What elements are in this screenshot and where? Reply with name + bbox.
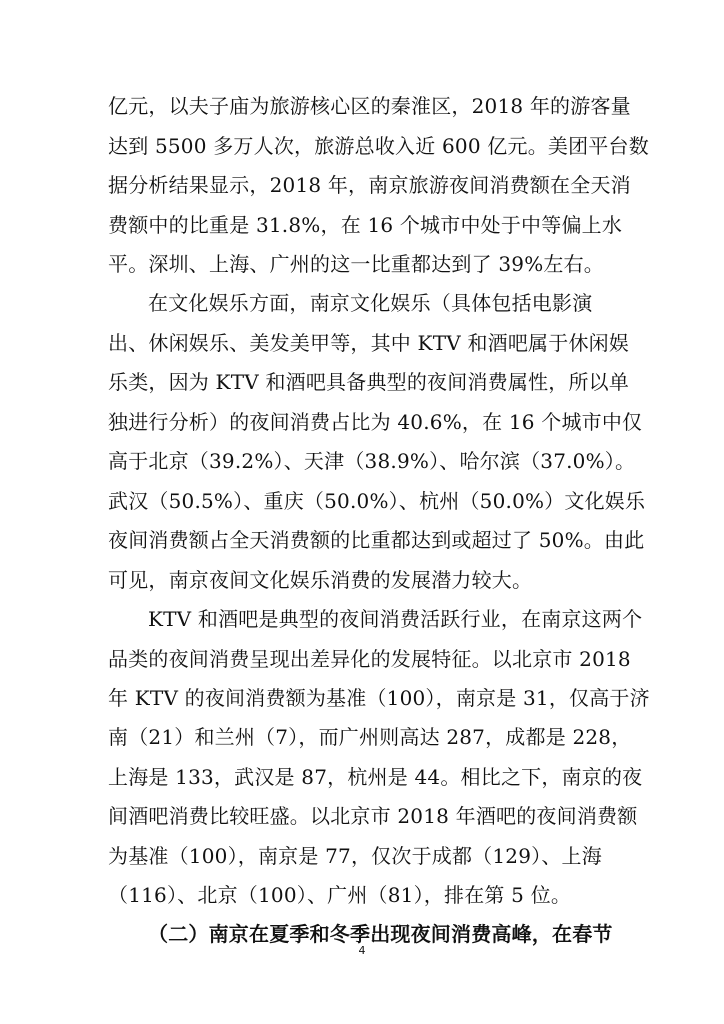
text-line: 上海是 133，武汉是 87，杭州是 44。相比之下，南京的夜 <box>108 765 643 789</box>
text-line: 据分析结果显示，2018 年，南京旅游夜间消费额在全天消 <box>108 173 631 197</box>
text-line: 夜间消费额占全天消费额的比重都达到或超过了 50%。由此 <box>108 528 645 552</box>
text-line: （116）、北京（100）、广州（81），排在第 5 位。 <box>108 883 572 907</box>
text-line: 高于北京（39.2%）、天津（38.9%）、哈尔滨（37.0%）。 <box>108 449 636 473</box>
paragraph-start-line: 在文化娱乐方面，南京文化娱乐（具体包括电影演 <box>148 291 593 315</box>
page-number: 4 <box>358 944 366 957</box>
text-line: 品类的夜间消费呈现出差异化的发展特征。以北京市 2018 <box>108 647 631 671</box>
text-line: 年 KTV 的夜间消费额为基准（100），南京是 31，仅高于济 <box>108 686 650 710</box>
text-line: 乐类，因为 KTV 和酒吧具备典型的夜间消费属性，所以单 <box>108 370 630 394</box>
section-heading: （二）南京在夏季和冬季出现夜间消费高峰，在春节 <box>148 922 613 946</box>
text-line: 独进行分析）的夜间消费占比为 40.6%，在 16 个城市中仅 <box>108 410 643 434</box>
text-line: 南（21）和兰州（7），而广州则高达 287，成都是 228， <box>108 725 632 749</box>
text-line: 间酒吧消费比较旺盛。以北京市 2018 年酒吧的夜间消费额 <box>108 804 638 828</box>
paragraph-start-line: KTV 和酒吧是典型的夜间消费活跃行业，在南京这两个 <box>148 607 643 631</box>
text-line: 可见，南京夜间文化娱乐消费的发展潜力较大。 <box>108 568 533 592</box>
text-line: 达到 5500 多万人次，旅游总收入近 600 亿元。美团平台数 <box>108 134 649 158</box>
text-line: 为基准（100），南京是 77，仅次于成都（129）、上海 <box>108 844 602 868</box>
text-line: 费额中的比重是 31.8%，在 16 个城市中处于中等偏上水 <box>108 213 623 237</box>
text-line: 平。深圳、上海、广州的这一比重都达到了 39%左右。 <box>108 252 605 276</box>
text-line: 武汉（50.5%）、重庆（50.0%）、杭州（50.0%）文化娱乐 <box>108 489 646 513</box>
text-line: 出、休闲娱乐、美发美甲等，其中 KTV 和酒吧属于休闲娱 <box>108 331 630 355</box>
text-line: 亿元，以夫子庙为旅游核心区的秦淮区，2018 年的游客量 <box>108 94 631 118</box>
